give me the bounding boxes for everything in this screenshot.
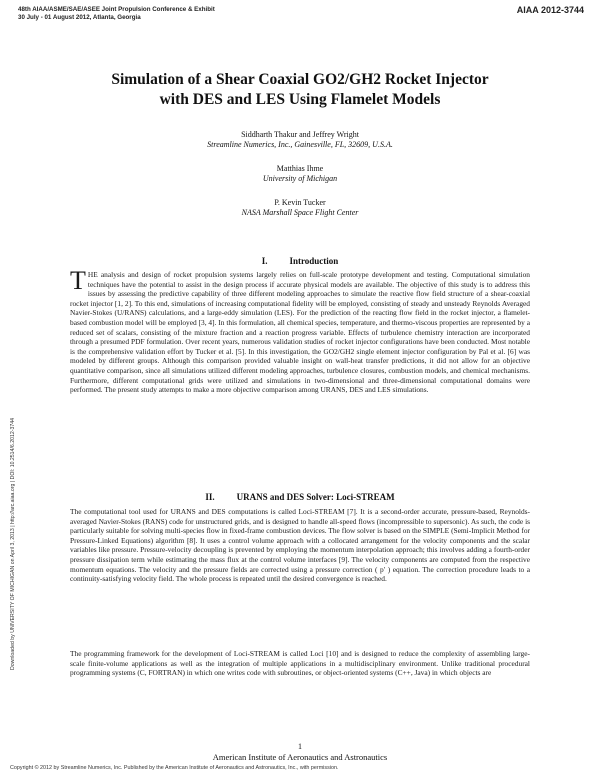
author-affiliation: Streamline Numerics, Inc., Gainesville, FL, 32609, U.S.A. [207, 140, 393, 149]
conference-line-1: 48th AIAA/ASME/SAE/ASEE Joint Propulsion Conference & Exhibit [18, 6, 215, 13]
author-block-1 [40, 130, 560, 150]
conference-header [18, 6, 215, 22]
drop-cap: T [70, 266, 86, 295]
solver-paragraph-1 [70, 507, 530, 584]
section-number: I. [261, 256, 268, 266]
title-line-2: with DES and LES Using Flamelet Models [159, 91, 441, 108]
conference-line-2: 30 July - 01 August 2012, Atlanta, Georgia [18, 14, 141, 21]
title-line-1: Simulation of a Shear Coaxial GO2/GH2 Rocket Injector [111, 71, 489, 88]
solver-paragraph-2 [70, 649, 530, 678]
author-names: Matthias Ihme [276, 164, 324, 173]
author-names: Siddharth Thakur and Jeffrey Wright [241, 130, 359, 139]
paper-id: AIAA 2012-3744 [516, 5, 584, 15]
section-heading-solver [40, 492, 560, 502]
copyright-notice: Copyright © 2012 by Streamline Numerics, Inc. Published by the American Institute of Aeronautics and Astronautics, Inc., with permission. [10, 765, 339, 771]
author-names: P. Kevin Tucker [274, 198, 326, 207]
author-block-3 [40, 198, 560, 218]
author-block-2 [40, 164, 560, 184]
section-title: Introduction [289, 256, 339, 266]
section-title: URANS and DES Solver: Loci-STREAM [236, 492, 395, 502]
intro-paragraph [70, 266, 530, 395]
section-heading-introduction [40, 256, 560, 266]
paragraph-text: The programming framework for the development of Loci-STREAM is called Loci [10] and is designed to reduce the complexity of assembling large-scale finite-volume applications as well as the integration of multiple applications in a multidisciplinary environment. Unlike traditional procedural programming systems (C, FORTRAN) in which one writes code with subroutines, or object-oriented systems (C++, Java) in which objects are [70, 649, 530, 678]
paragraph-text: The computational tool used for URANS and DES computations is called Loci-STREAM [7]. It is a second-order accurate, pressure-based, Reynolds-averaged Navier-Stokes (RANS) code for unstructured grids, and is designed to handle all-speed flows (incompressible to supersonic). As such, the code is particularly suitable for solving multi-species flow in fixed-frame combustion devices. The flow solver is based on the SIMPLE (Semi-Implicit Method for Pressure-Linked Equations) algorithm [8]. It uses a control volume approach with a collocated arrangement for the velocity components and the scalar variables like pressure. Pressure-velocity decoupling is prevented by employing the momentum interpolation approach; this involves adding a fourth-order pressure dissipation term while estimating the mass flux at the control volume interfaces [9]. The velocity components are computed from the respective momentum equations. The velocity and the pressure fields are corrected using a pressure correction ( p′ ) equation. The correction procedure leads to a continuity-satisfying velocity field. The whole process is repeated until the desired convergence is reached. [70, 507, 530, 584]
author-affiliation: NASA Marshall Space Flight Center [241, 208, 359, 217]
download-sidebar-note: Downloaded by UNIVERSITY OF MICHIGAN on April 3, 2013 | http://arc.aiaa.org | DOI: 10.2514/6.2012-3744 [10, 417, 16, 670]
paragraph-text: HE analysis and design of rocket propulsion systems largely relies on full-scale prototype development and testing. Computational simulation techniques have the potential to assist in the design process if accurate physical models are available. The objective of this study is to address this issues by assessing the predictive capability of three different modeling approaches to simulate the reactive flow field structure of a shear-coaxial rocket injector [1, 2]. To this end, simulations of increasing computational fidelity will be employed, consisting of steady and unsteady Reynolds Averaged Navier-Stokes (U/RANS) calculations, and a large-eddy simulation (LES). For the prediction of the reacting flow field in the rocket injector, a flamelet-based combustion model will be employed [3, 4]. In this formulation, all chemical species, temperature, and thermo-viscous properties are represented by a reduced set of scalars, consisting of the mixture fraction and a reaction progress variable. Effects of turbulence chemistry interaction are incorporated through a presumed PDF formulation. Over recent years, numerous validation studies of rocket injector configurations have been conducted. Most notable is the comprehensive validation effort by Tucker et al. [5]. In this investigation, the GO2/GH2 single element injector configuration by Pal et al. [6] was modeled by different groups. Although this comparison provided valuable insight on wall-heat transfer predictions, it did not allow for an objective quantitative comparison, since all simulations utilized different modeling approaches, turbulence closures, combustion models, and chemical mechanisms. Furthermore, different computational grids were utilized and simulations in two-dimensional and three-dimensional computational domains were performed. The present study attempts to make a more objective comparison among URANS, DES and LES simulations. [70, 270, 530, 395]
paper-title [40, 70, 560, 110]
page-number: 1 [298, 742, 302, 751]
author-affiliation: University of Michigan [262, 174, 338, 183]
footer-organization: American Institute of Aeronautics and Astronautics [212, 752, 388, 762]
section-number: II. [205, 492, 215, 502]
